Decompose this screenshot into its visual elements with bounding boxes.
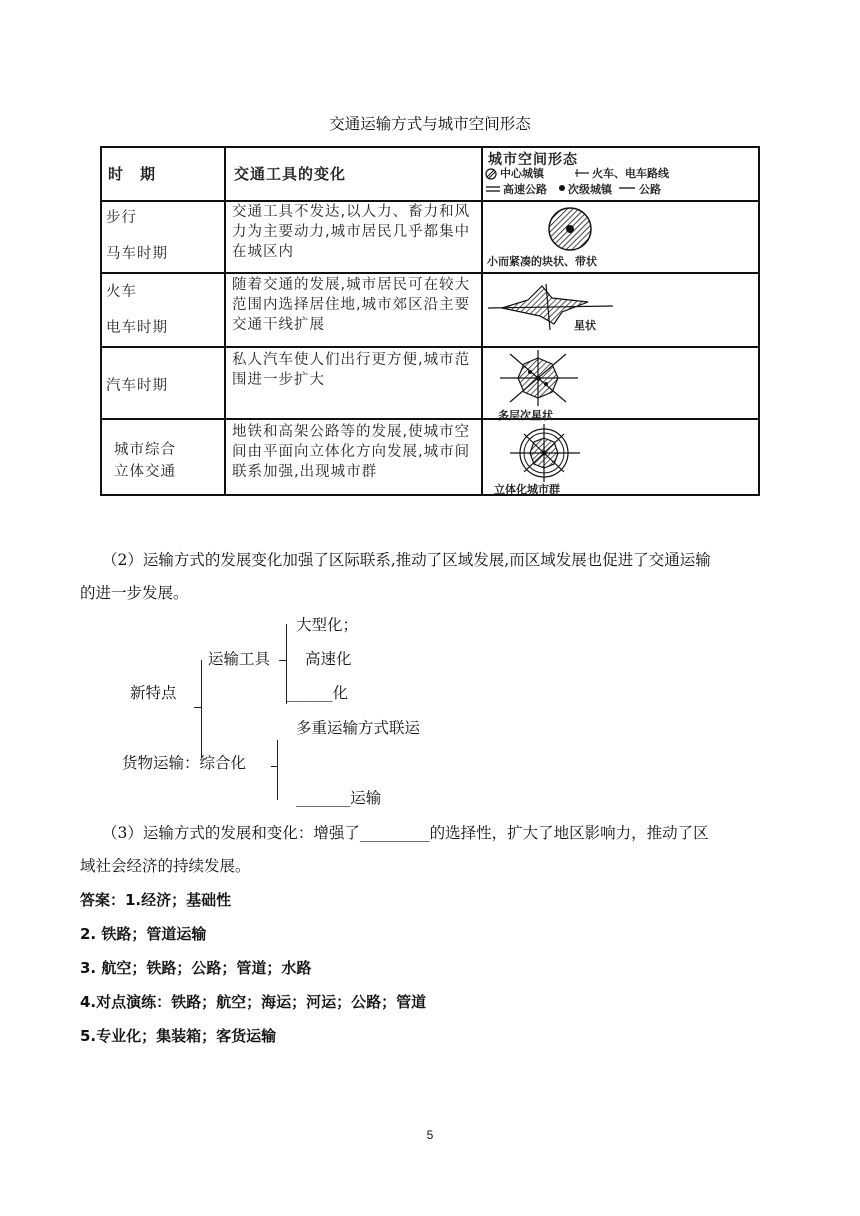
legend-railway: 火车、电车路线 [592,167,669,180]
table-caption: 交通运输方式与城市空间形态 [329,115,531,133]
row1-period-line1: 步行 [106,210,137,226]
diagram-tools-label: 运输工具 [208,650,271,668]
central-town-legend-icon [485,168,497,180]
diagram-cargo-item1: 多重运输方式联运 [296,719,421,737]
row4-change: 地铁和高架公路等的发展,使城市空间由平面向立体化方向发展,城市间联系加强,出现城市群 [232,424,471,480]
multi-level-star-city-figure [490,350,582,406]
table-divider [102,272,758,274]
legend-secondary-town: 次级城镇 [568,183,612,196]
diagram-root: 新特点 [130,684,177,702]
row2-period-line1: 火车 [106,284,137,300]
diagram-brace-tick [194,707,201,708]
diagram-brace-cargo [277,740,278,800]
row2-period-line2: 电车时期 [106,320,168,336]
table-divider [102,346,758,348]
secondary-town-legend-icon [558,184,566,192]
compact-city-figure [530,206,610,252]
star-city-figure [488,282,618,332]
para3-line1: （3）运输方式的发展和变化：增强了_________的选择性，扩大了地区影响力，推动了区 [102,824,709,842]
page-number: 5 [426,1128,434,1142]
diagram-brace-tick [271,766,277,767]
diagram-tools-item3: ______化 [286,684,349,702]
row1-form-label: 小而紧凑的块状、带状 [487,255,597,268]
row2-change: 随着交通的发展,城市居民可在较大范围内选择居住地,城市郊区沿主要交通干线扩展 [232,277,471,333]
answer-line: 答案：1.经济；基础性 [80,891,232,909]
answer-line: 5.专业化；集装箱；客货运输 [80,1027,277,1045]
row2-form-label: 星状 [574,319,596,332]
transport-city-table [100,146,760,496]
row4-period-line2: 立体交通 [114,464,176,480]
header-form: 城市空间形态 [488,152,578,168]
row3-change: 私人汽车使人们出行更方便,城市范围进一步扩大 [232,352,471,388]
railway-legend-icon [574,168,590,178]
diagram-cargo-item2: _______运输 [296,789,382,807]
header-change: 交通工具的变化 [234,165,347,183]
table-divider [102,418,758,420]
row4-period-line1: 城市综合 [114,442,176,458]
row1-change: 交通工具不发达,以人力、畜力和风力为主要动力,城市居民几乎都集中在城区内 [232,204,471,260]
row4-form-label: 立体化城市群 [494,483,560,496]
expressway-legend-icon [485,184,501,194]
para3-line2: 域社会经济的持续发展。 [80,857,251,875]
header-period: 时 期 [108,165,157,183]
legend-road: 公路 [639,183,661,196]
row3-period-line1: 汽车时期 [106,378,168,394]
diagram-tools-item2: 高速化 [305,650,352,668]
diagram-brace-tick [279,660,286,661]
diagram-tools-item1: 大型化； [296,616,359,634]
answer-line: 4.对点演练：铁路；航空；海运；河运；公路；管道 [80,993,427,1011]
row1-period-line2: 马车时期 [106,246,168,262]
legend-central-town: 中心城镇 [500,167,544,180]
para2-line2: 的进一步发展。 [80,584,189,602]
integrated-city-cluster-figure [500,424,590,482]
road-legend-icon [618,185,636,191]
para2-line1: （2）运输方式的发展变化加强了区际联系,推动了区域发展,而区域发展也促进了交通运输 [102,551,711,569]
row3-form-label: 多层次星状 [498,409,553,422]
answer-line: 3. 航空；铁路；公路；管道；水路 [80,959,312,977]
answer-line: 2. 铁路；管道运输 [80,925,207,943]
diagram-brace-root [201,660,202,758]
legend-expressway: 高速公路 [503,183,547,196]
diagram-cargo-label: 货物运输：综合化 [122,754,247,772]
